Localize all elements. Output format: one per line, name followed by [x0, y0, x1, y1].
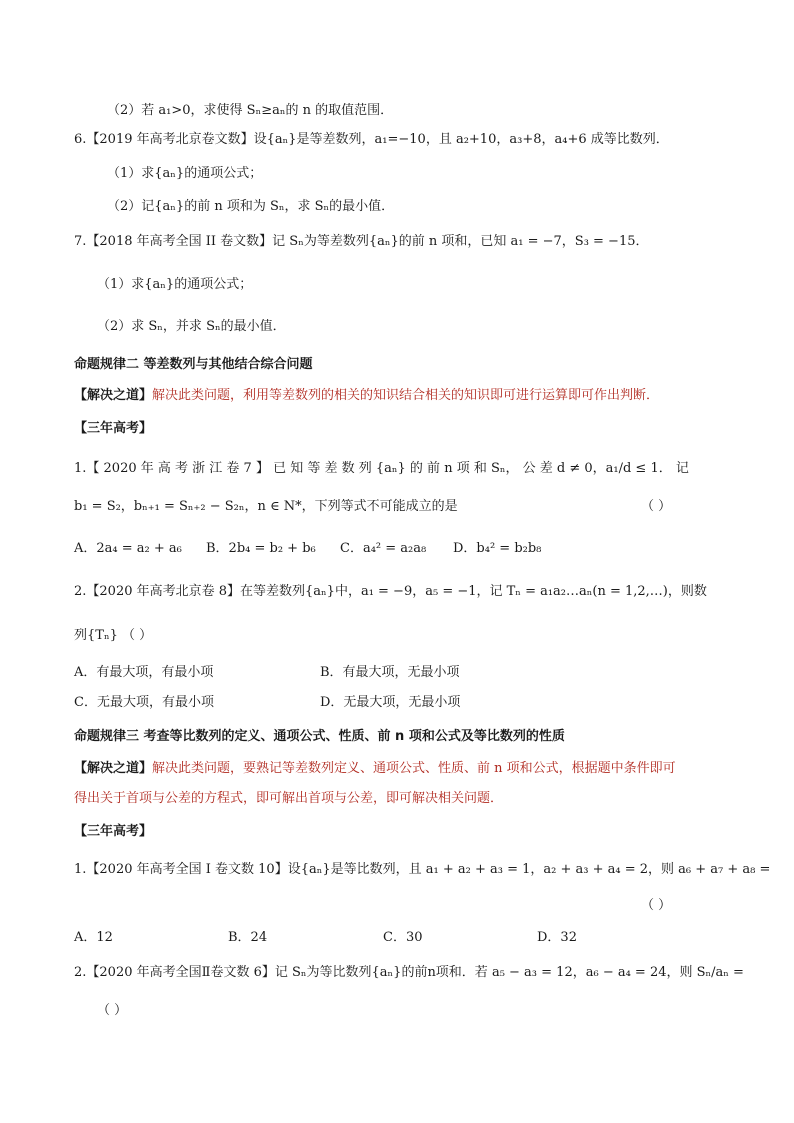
- three-years-heading-a: 【三年高考】: [74, 421, 153, 436]
- rule-2-text: 解决此类问题，利用等差数列的相关的知识结合相关的知识即可进行运算即可作出判断．: [152, 388, 660, 403]
- rule-3-tag: 【解决之道】: [74, 761, 153, 776]
- problem-6-part-1: （1）求{aₙ}的通项公式；: [107, 166, 263, 181]
- r2-question-1-blank: （ ）: [641, 499, 672, 514]
- problem-6-intro: 6.【2019 年高考北京卷文数】设{aₙ}是等差数列，a₁=−10，且 a₂+10，a₃+8，a₄+6 成等比数列．: [74, 132, 669, 147]
- rule-3-text-1: 解决此类问题，要熟记等差数列定义、通项公式、性质、前 n 项和公式，根据题中条件即可: [152, 761, 676, 776]
- r2-question-2-option-a: A．有最大项，有最小项: [74, 665, 214, 680]
- r2-question-2-cont: 列{Tₙ} （ ）: [74, 628, 153, 643]
- r2-question-1-intro: 1.【 2020 年 高 考 浙 江 卷 7 】 已 知 等 差 数 列 {aₙ} 的 前 n 项 和 Sₙ， 公 差 d ≠ 0，a₁/d ≤ 1． 记: [74, 461, 689, 476]
- r3-question-1-option-a: A．12: [74, 930, 113, 945]
- r2-question-2-option-b: B．有最大项，无最小项: [320, 665, 460, 680]
- r3-question-2-blank: （ ）: [97, 1003, 128, 1018]
- problem-7-intro: 7.【2018 年高考全国 II 卷文数】记 Sₙ为等差数列{aₙ}的前 n 项和，已知 a₁ = −7，S₃ = −15．: [74, 234, 649, 249]
- problem-7-part-2: （2）求 Sₙ，并求 Sₙ的最小值．: [97, 319, 286, 334]
- three-years-heading-b: 【三年高考】: [74, 824, 153, 839]
- problem-7-part-1: （1）求{aₙ}的通项公式；: [97, 277, 253, 292]
- r2-question-1-option-d: D．b₄² = b₂b₈: [453, 541, 542, 556]
- problem-5-part-2: （2）若 a₁>0，求使得 Sₙ≥aₙ的 n 的取值范围．: [107, 103, 394, 118]
- rule-2-tag: 【解决之道】: [74, 388, 153, 403]
- rule-3-title: 命题规律三 考查等比数列的定义、通项公式、性质、前 n 项和公式及等比数列的性质: [74, 729, 565, 744]
- r2-question-2-intro: 2.【2020 年高考北京卷 8】在等差数列{aₙ}中，a₁ = −9，a₅ = −1，记 Tₙ = a₁a₂…aₙ(n = 1,2,…)，则数: [74, 584, 707, 599]
- rule-3-solution-line-1: [74, 760, 676, 778]
- r3-question-1-option-d: D．32: [537, 930, 577, 945]
- r3-question-2-intro: 2.【2020 年高考全国Ⅱ卷文数 6】记 Sₙ为等比数列{aₙ}的前n项和．若 a₅ − a₃ = 12，a₆ − a₄ = 24，则 Sₙ/aₙ =: [74, 965, 744, 980]
- r2-question-1-cont: b₁ = S₂，bₙ₊₁ = Sₙ₊₂ − S₂ₙ，n ∈ N*，下列等式不可能成立的是: [74, 499, 458, 514]
- r2-question-2-option-c: C．无最大项，有最小项: [74, 695, 214, 710]
- rule-2-solution: [74, 387, 659, 405]
- r3-question-1-option-c: C．30: [383, 930, 423, 945]
- r3-question-1-intro: 1.【2020 年高考全国 I 卷文数 10】设{aₙ}是等比数列，且 a₁ + a₂ + a₃ = 1，a₂ + a₃ + a₄ = 2，则 a₆ + a₇ + a₈ =: [74, 862, 771, 877]
- r3-question-1-blank: （ ）: [641, 898, 672, 913]
- problem-6-part-2: （2）记{aₙ}的前 n 项和为 Sₙ，求 Sₙ的最小值．: [107, 199, 395, 214]
- rule-3-solution-line-2: 得出关于首项与公差的方程式，即可解出首项与公差，即可解决相关问题．: [74, 791, 504, 806]
- r2-question-1-option-c: C．a₄² = a₂a₈: [340, 541, 427, 556]
- r2-question-2-option-d: D．无最大项，无最小项: [320, 695, 461, 710]
- r2-question-1-option-b: B．2b₄ = b₂ + b₆: [206, 541, 316, 556]
- r2-question-1-option-a: A．2a₄ = a₂ + a₆: [74, 541, 182, 556]
- r3-question-1-option-b: B．24: [228, 930, 268, 945]
- rule-2-title: 命题规律二 等差数列与其他结合综合问题: [74, 357, 313, 372]
